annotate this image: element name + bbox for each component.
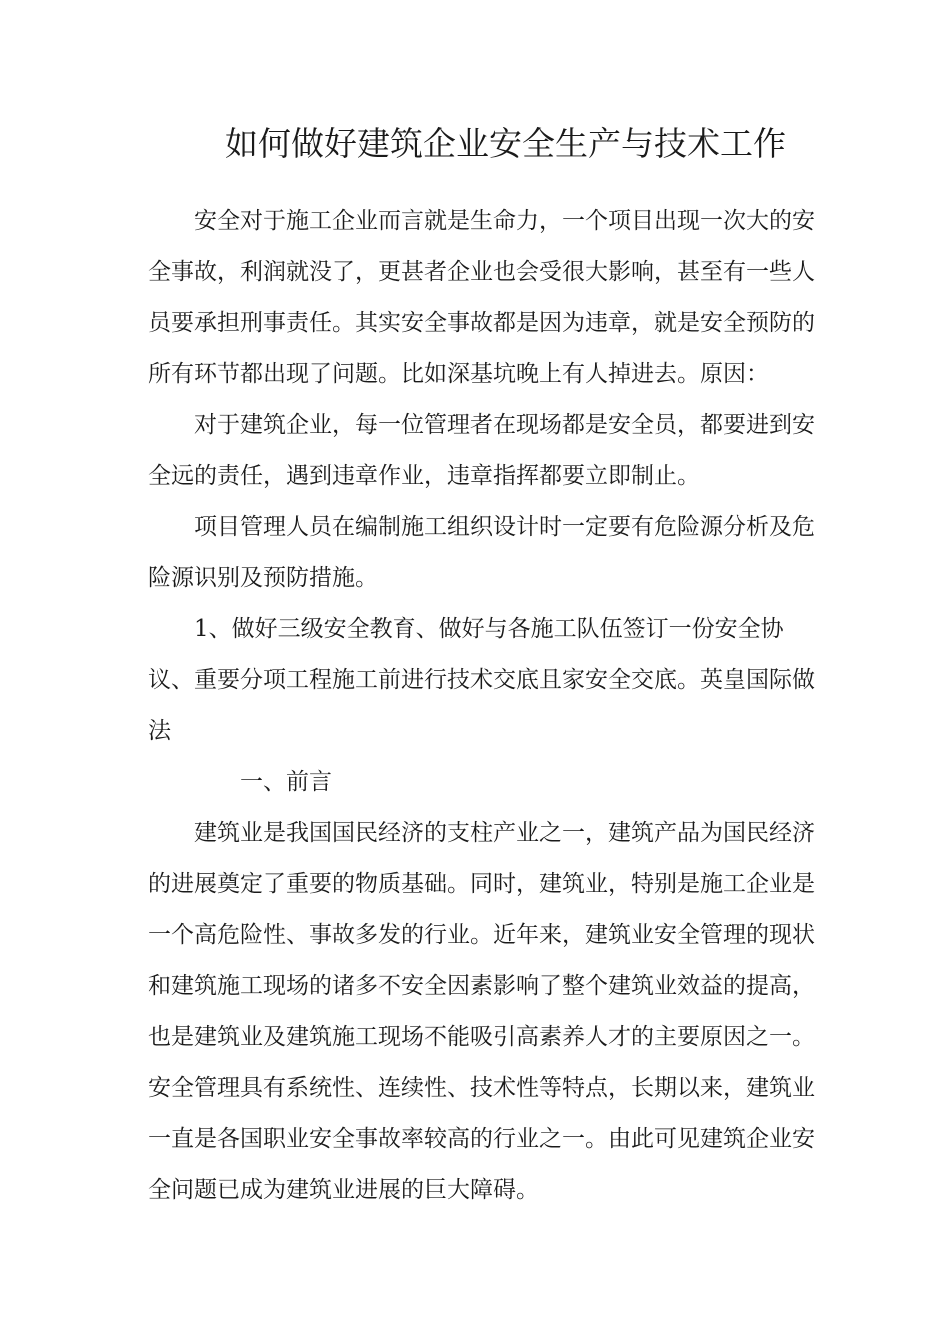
text-line: 对于建筑企业，每一位管理者在现场都是安全员，都要进到安: [194, 412, 815, 438]
text-line: 一个高危险性、事故多发的行业。近年来，建筑业安全管理的现状: [148, 922, 815, 948]
text-line: 议、重要分项工程施工前进行技术交底且家安全交底。英皇国际做: [148, 667, 815, 693]
text-line: 的进展奠定了重要的物质基础。同时，建筑业，特别是施工企业是: [148, 871, 815, 897]
document-body: [148, 196, 815, 1216]
text-line: 建筑业是我国国民经济的支柱产业之一，建筑产品为国民经济: [194, 820, 815, 846]
paragraph-2: [148, 400, 815, 502]
text-line: 所有环节都出现了问题。比如深基坑晚上有人掉进去。原因：: [148, 361, 769, 387]
text-line: 全问题已成为建筑业进展的巨大障碍。: [148, 1177, 539, 1203]
text-line: 一直是各国职业安全事故率较高的行业之一。由此可见建筑企业安: [148, 1126, 815, 1152]
text-line: 和建筑施工现场的诸多不安全因素影响了整个建筑业效益的提高，: [148, 973, 815, 999]
document-title: 如何做好建筑企业安全生产与技术工作: [225, 124, 786, 163]
section-paragraph: [148, 808, 815, 1216]
text-line: 1、做好三级安全教育、做好与各施工队伍签订一份安全协: [194, 616, 784, 642]
section-heading: 一、前言: [240, 769, 332, 795]
text-line: 安全对于施工企业而言就是生命力，一个项目出现一次大的安: [194, 208, 815, 234]
paragraph-4: [148, 604, 815, 757]
text-line: 也是建筑业及建筑施工现场不能吸引高素养人才的主要原因之一。: [148, 1024, 815, 1050]
text-line: 全事故，利润就没了，更甚者企业也会受很大影响，甚至有一些人: [148, 259, 815, 285]
text-line: 员要承担刑事责任。其实安全事故都是因为违章，就是安全预防的: [148, 310, 815, 336]
text-line: 法: [148, 718, 171, 744]
text-line: 项目管理人员在编制施工组织设计时一定要有危险源分析及危: [194, 514, 815, 540]
text-line: 险源识别及预防措施。: [148, 565, 378, 591]
paragraph-3: [148, 502, 815, 604]
paragraph-1: [148, 196, 815, 400]
text-line: 安全管理具有系统性、连续性、技术性等特点，长期以来，建筑业: [148, 1075, 815, 1101]
text-line: 全远的责任，遇到违章作业，违章指挥都要立即制止。: [148, 463, 700, 489]
